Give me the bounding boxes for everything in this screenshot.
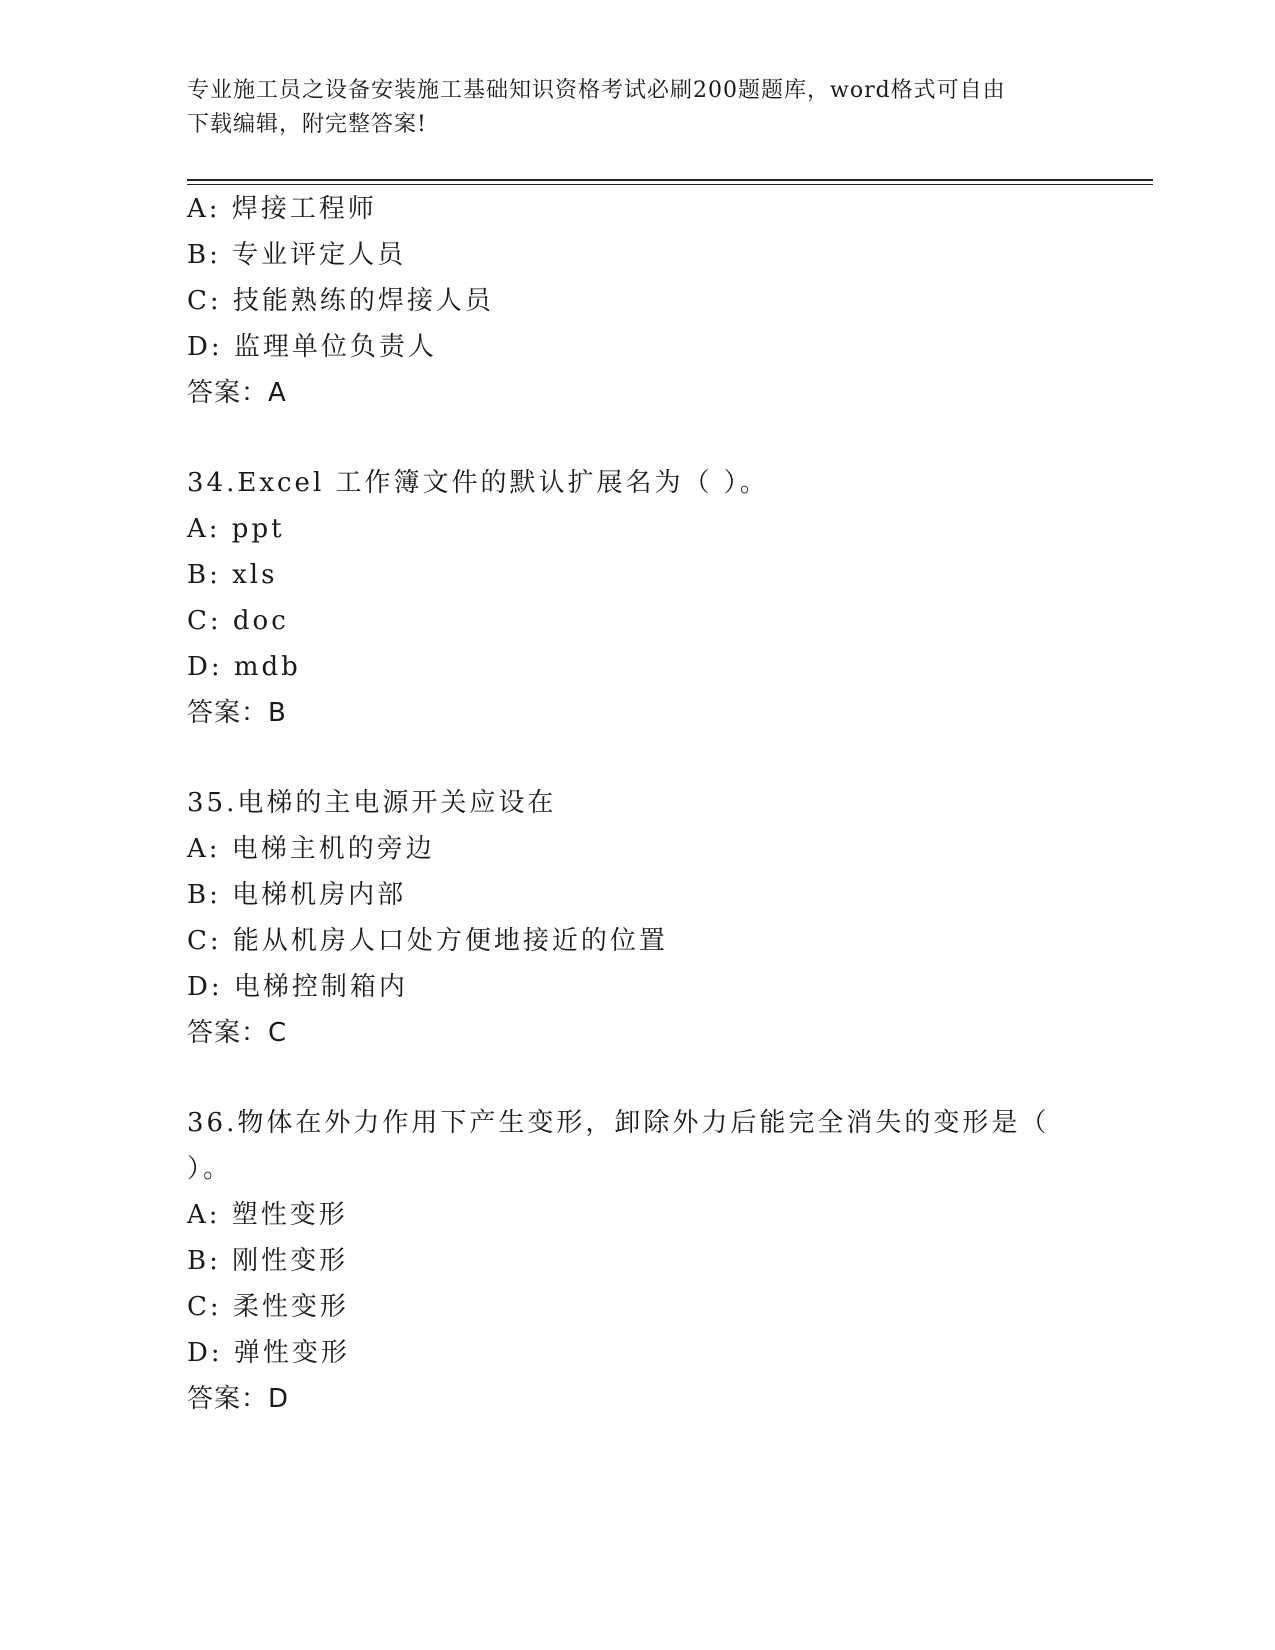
- q36-option-a: A: 塑性变形: [187, 1200, 348, 1230]
- q36-option-d: D: 弹性变形: [187, 1338, 350, 1368]
- q35-option-d: D: 电梯控制箱内: [187, 972, 408, 1002]
- question-list: [187, 186, 1067, 1422]
- q36-option-b: B: 刚性变形: [187, 1246, 349, 1276]
- q34-answer: 答案：B: [187, 698, 287, 728]
- question-34-block: [187, 460, 1067, 736]
- header-line-1: 专业施工员之设备安装施工基础知识资格考试必刷200题题库，word格式可自由: [187, 78, 1006, 103]
- question-36-block: [187, 1100, 1067, 1422]
- question-35-block: [187, 780, 1067, 1056]
- q35-answer: 答案：C: [187, 1018, 288, 1048]
- q33-option-c: C: 技能熟练的焊接人员: [187, 286, 494, 316]
- question-33-block: [187, 186, 1067, 416]
- q33-option-d: D: 监理单位负责人: [187, 332, 437, 362]
- q34-option-c: C: doc: [187, 606, 289, 636]
- q34-question: 34.Excel 工作簿文件的默认扩展名为（ ）。: [187, 468, 769, 498]
- q35-option-b: B: 电梯机房内部: [187, 880, 407, 910]
- q33-option-b: B: 专业评定人员: [187, 240, 407, 270]
- header-divider-thin: [187, 184, 1153, 185]
- q33-answer: 答案：A: [187, 378, 287, 408]
- q35-question: 35.电梯的主电源开关应设在: [187, 788, 557, 818]
- q34-option-d: D: mdb: [187, 652, 301, 682]
- q35-option-c: C: 能从机房人口处方便地接近的位置: [187, 926, 668, 956]
- q36-question-line-2: ）。: [187, 1154, 233, 1184]
- q34-option-b: B: xls: [187, 560, 278, 590]
- header-line-2: 下载编辑，附完整答案!: [187, 112, 427, 137]
- q35-option-a: A: 电梯主机的旁边: [187, 834, 435, 864]
- header-divider-thick: [187, 179, 1153, 181]
- q36-question-line-1: 36.物体在外力作用下产生变形，卸除外力后能完全消失的变形是（: [187, 1108, 1050, 1138]
- q36-option-c: C: 柔性变形: [187, 1292, 349, 1322]
- q36-answer: 答案：D: [187, 1384, 290, 1414]
- document-header: [187, 74, 1067, 142]
- q34-option-a: A: ppt: [187, 514, 285, 544]
- q33-option-a: A: 焊接工程师: [187, 194, 377, 224]
